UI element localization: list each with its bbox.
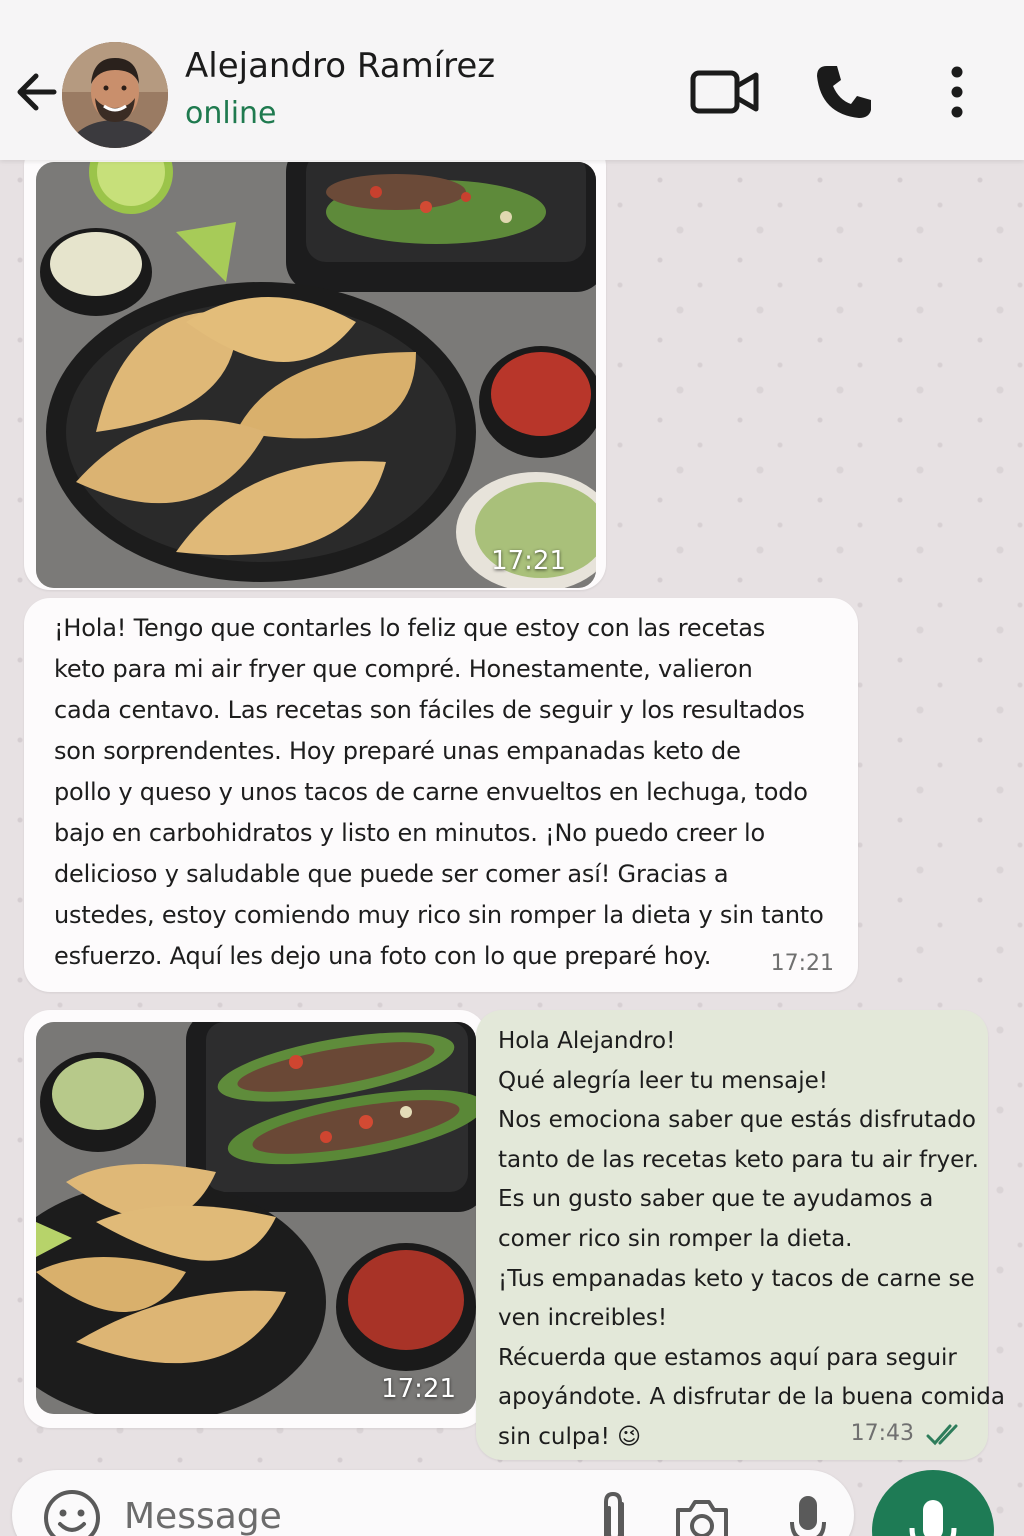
double-check-icon [926,1422,966,1448]
message-line: son sorprendentes. Hoy preparé unas empanadas keto de [54,737,741,765]
message-input[interactable] [124,1490,544,1536]
message-line: Es un gusto saber que te ayudamos a [498,1186,934,1213]
message-line: apoyándote. A disfrutar de la buena comida [498,1384,1005,1411]
message-line: ustedes, estoy comiendo muy rico sin romper la dieta y sin tanto [54,901,824,929]
contact-status: online [185,96,277,131]
image-message[interactable] [24,1010,486,1428]
phone-call-icon[interactable] [813,62,873,122]
message-line: tanto de las recetas keto para tu air fryer. [498,1146,979,1173]
message-line: pollo y queso y unos tacos de carne envueltos en lechuga, todo [54,778,808,806]
avatar[interactable] [62,42,168,148]
message-line: ven increibles! [498,1305,668,1332]
contact-name[interactable]: Alejandro Ramírez [185,46,496,86]
message-composer [12,1470,854,1536]
message-timestamp: 17:43 [850,1421,914,1446]
more-options-icon[interactable] [942,64,972,120]
microphone-icon [872,1470,994,1536]
message-line: bajo en carbohidratos y listo en minutos. ¡No puedo creer lo [54,819,766,847]
emoji-icon[interactable] [42,1488,102,1536]
back-arrow-icon[interactable] [14,64,62,120]
video-call-icon[interactable] [690,68,760,116]
paperclip-icon[interactable] [594,1490,634,1536]
voice-record-button[interactable] [872,1470,994,1536]
message-line: keto para mi air fryer que compré. Honestamente, valieron [54,655,753,683]
message-line: comer rico sin romper la dieta. [498,1225,853,1252]
message-line: sin culpa! 😉 [498,1423,642,1450]
message-line: Hola Alejandro! [498,1028,676,1054]
message-line: Nos emociona saber que estás disfrutado [498,1107,976,1134]
message-line: delicioso y saludable que puede ser comer así! Gracias a [54,860,729,888]
microphone-icon[interactable] [788,1492,828,1536]
message-line: cada centavo. Las recetas son fáciles de seguir y los resultados [54,696,805,724]
camera-icon[interactable] [672,1494,732,1536]
image-message[interactable] [24,140,606,590]
message-line: Qué alegría leer tu mensaje! [498,1067,828,1094]
message-timestamp: 17:21 [770,951,834,976]
message-line: esfuerzo. Aquí les dejo una foto con lo que preparé hoy. [54,942,712,970]
incoming-text-message[interactable] [24,598,858,992]
outgoing-text-message[interactable] [476,1010,1005,1460]
message-line: ¡Hola! Tengo que contarles lo feliz que estoy con las recetas [54,614,766,642]
food-photo[interactable] [36,162,596,588]
chat-header [0,0,1024,160]
image-timestamp: 17:21 [491,546,566,576]
message-line: Récuerda que estamos aquí para seguir [498,1344,957,1371]
image-timestamp: 17:21 [381,1374,456,1404]
message-line: ¡Tus empanadas keto y tacos de carne se [498,1265,975,1292]
food-photo[interactable] [36,1022,476,1414]
